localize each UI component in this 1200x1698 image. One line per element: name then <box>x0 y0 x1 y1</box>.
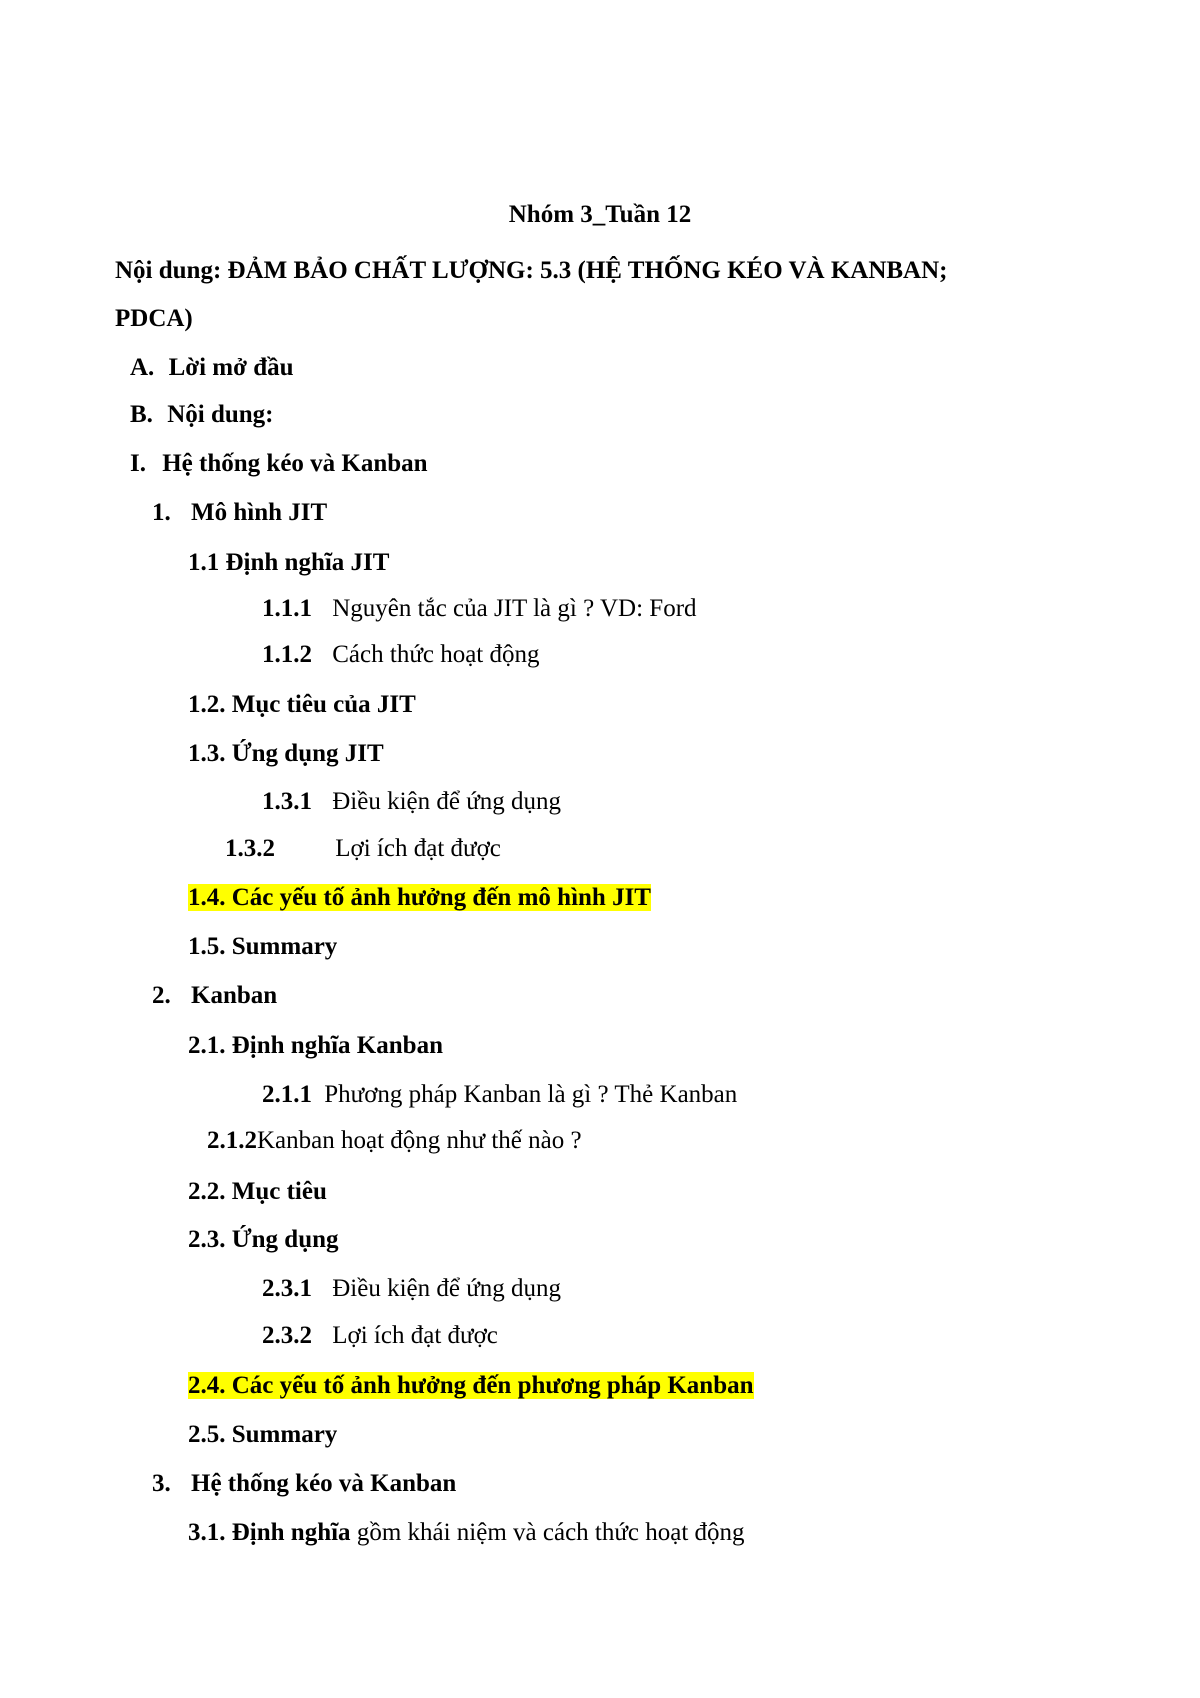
outline-1-3-2-num: 1.3.2 <box>225 835 275 862</box>
outline-i-num: I. <box>130 450 146 477</box>
outline-3-num: 3. <box>152 1470 171 1497</box>
outline-i <box>130 449 428 479</box>
outline-1-4 <box>188 883 651 913</box>
outline-2-3-1-num: 2.3.1 <box>262 1275 312 1302</box>
outline-1-1-1-text: Nguyên tắc của JIT là gì ? VD: Ford <box>332 595 697 622</box>
outline-2-3: 2.3. Ứng dụng <box>188 1226 339 1253</box>
outline-1-1-2-num: 1.1.2 <box>262 641 312 668</box>
subject-line: Nội dung: ĐẢM BẢO CHẤT LƯỢNG: 5.3 (HỆ THỐNG KÉO VÀ KANBAN; <box>115 257 948 284</box>
outline-1-1-2 <box>262 640 540 670</box>
outline-2-1-1-num: 2.1.1 <box>262 1081 312 1108</box>
document-title: Nhóm 3_Tuần 12 <box>508 201 692 228</box>
outline-2-4 <box>188 1371 754 1401</box>
outline-3-text: Hệ thống kéo và Kanban <box>191 1470 457 1497</box>
outline-1-3: 1.3. Ứng dụng JIT <box>188 740 384 767</box>
outline-1-2: 1.2. Mục tiêu của JIT <box>188 691 416 718</box>
outline-i-text: Hệ thống kéo và Kanban <box>162 450 428 477</box>
outline-3-1-text: gồm khái niệm và cách thức hoạt động <box>350 1519 745 1546</box>
outline-2-4-text: 2.4. Các yếu tố ảnh hưởng đến phương pháp Kanban <box>188 1372 754 1399</box>
outline-1-1-1 <box>262 594 697 624</box>
outline-1-text: Mô hình JIT <box>191 499 328 526</box>
outline-2-3-1-text: Điều kiện để ứng dụng <box>332 1275 562 1302</box>
outline-1-3-1 <box>262 787 561 817</box>
outline-2-1-1 <box>262 1080 737 1110</box>
outline-a-num: A. <box>130 354 155 381</box>
outline-1-5: 1.5. Summary <box>188 933 338 960</box>
outline-2 <box>152 981 277 1011</box>
outline-3-1-bold: 3.1. Định nghĩa <box>188 1519 351 1546</box>
outline-1-1-2-text: Cách thức hoạt động <box>332 641 540 668</box>
outline-2-num: 2. <box>152 982 171 1009</box>
outline-b-text: Nội dung: <box>167 401 274 428</box>
outline-2-1-2-text: Kanban hoạt động như thế nào ? <box>257 1127 582 1154</box>
subject-line-cont: PDCA) <box>115 305 193 332</box>
outline-1 <box>152 498 327 528</box>
outline-b <box>130 400 273 430</box>
outline-2-text: Kanban <box>191 982 278 1009</box>
outline-1-3-1-text: Điều kiện để ứng dụng <box>332 788 562 815</box>
outline-2-3-2 <box>262 1321 498 1351</box>
outline-1-1-1-num: 1.1.1 <box>262 595 312 622</box>
outline-b-num: B. <box>130 401 153 428</box>
outline-2-1-2 <box>207 1126 582 1156</box>
outline-3-1 <box>188 1518 745 1548</box>
outline-2-2: 2.2. Mục tiêu <box>188 1178 327 1205</box>
outline-1-num: 1. <box>152 499 171 526</box>
outline-2-1-1-text: Phương pháp Kanban là gì ? Thẻ Kanban <box>324 1081 738 1108</box>
outline-2-1-2-num: 2.1.2 <box>207 1127 257 1154</box>
outline-2-1: 2.1. Định nghĩa Kanban <box>188 1032 443 1059</box>
outline-1-3-2-text: Lợi ích đạt được <box>335 835 501 862</box>
outline-1-3-2 <box>225 834 501 864</box>
outline-1-4-text: 1.4. Các yếu tố ảnh hưởng đến mô hình JIT <box>188 884 651 911</box>
outline-a <box>130 353 294 383</box>
outline-a-text: Lời mở đầu <box>168 354 294 381</box>
outline-2-3-2-num: 2.3.2 <box>262 1322 312 1349</box>
outline-2-5: 2.5. Summary <box>188 1421 338 1448</box>
outline-2-3-1 <box>262 1274 561 1304</box>
outline-2-3-2-text: Lợi ích đạt được <box>332 1322 498 1349</box>
outline-3 <box>152 1469 456 1499</box>
outline-1-3-1-num: 1.3.1 <box>262 788 312 815</box>
outline-1-1: 1.1 Định nghĩa JIT <box>188 549 390 576</box>
